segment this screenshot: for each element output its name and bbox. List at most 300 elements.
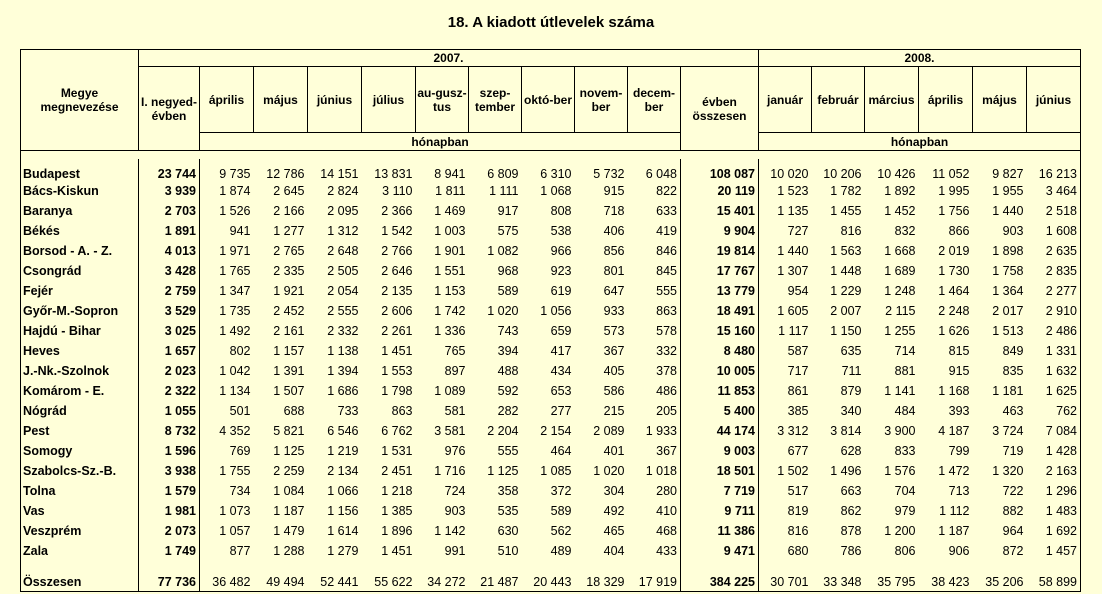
table-cell: 1 112 <box>939 504 970 518</box>
table-cell: 10 020 <box>770 167 809 181</box>
table-cell: 280 <box>628 481 681 501</box>
table-cell: 2 824 <box>327 184 359 198</box>
table-cell: 2 261 <box>381 324 413 338</box>
table-cell: 9 827 <box>992 167 1024 181</box>
table-cell: 367 <box>628 441 681 461</box>
table-cell: 1 003 <box>434 224 466 238</box>
table-cell: 1 320 <box>992 464 1024 478</box>
table-cell: 7 084 <box>1027 421 1081 441</box>
table-cell: 1 219 <box>327 444 359 458</box>
table-cell: 468 <box>628 521 681 541</box>
table-cell: 2 115 <box>885 304 916 318</box>
table-cell: 808 <box>550 204 572 218</box>
table-cell: 976 <box>444 444 466 458</box>
table-cell: 1 892 <box>884 184 916 198</box>
table-cell: 1 464 <box>938 284 970 298</box>
table-cell: 1 782 <box>830 184 862 198</box>
table-cell: 1 089 <box>434 384 466 398</box>
table-cell: 2 648 <box>327 244 359 258</box>
table-cell: 1 451 <box>381 544 413 558</box>
table-row <box>21 159 1081 181</box>
county-name: Veszprém <box>21 521 139 541</box>
table-cell: 277 <box>550 404 572 418</box>
table-cell: 1 020 <box>487 304 519 318</box>
table-cell: 1 111 <box>489 184 519 198</box>
table-cell: 923 <box>550 264 572 278</box>
table-cell: 1 811 <box>435 184 466 198</box>
table-cell: 816 <box>840 224 862 238</box>
table-cell: 1 448 <box>830 264 862 278</box>
table-cell: 1 385 <box>381 504 413 518</box>
table-cell: 384 225 <box>681 561 759 592</box>
table-cell: 1 296 <box>1027 481 1081 501</box>
table-cell: 2 095 <box>327 204 359 218</box>
month-header: novem-ber <box>575 67 628 133</box>
table-cell: 1 020 <box>593 464 625 478</box>
table-cell: 933 <box>603 304 625 318</box>
table-cell: 9 904 <box>681 221 759 241</box>
table-cell: 1 142 <box>434 524 466 538</box>
table-cell: 966 <box>550 244 572 258</box>
county-name: Békés <box>21 221 139 241</box>
table-cell: 1 955 <box>992 184 1024 198</box>
table-cell: 635 <box>840 344 862 358</box>
table-cell: 4 013 <box>139 241 200 261</box>
table-cell: 6 048 <box>628 159 681 181</box>
table-cell: 1 502 <box>777 464 809 478</box>
table-cell: 3 312 <box>777 424 809 438</box>
table-cell: 419 <box>628 221 681 241</box>
table-cell: 18 501 <box>681 461 759 481</box>
table-cell: 77 736 <box>139 561 200 592</box>
table-cell: 1 605 <box>777 304 809 318</box>
table-cell: 1 686 <box>327 384 359 398</box>
county-name: Győr-M.-Sopron <box>21 301 139 321</box>
table-cell: 2 555 <box>327 304 359 318</box>
table-cell: 372 <box>550 484 572 498</box>
county-name: Somogy <box>21 441 139 461</box>
table-cell: 2 322 <box>139 381 200 401</box>
table-cell: 2 161 <box>273 324 305 338</box>
table-cell: 1 898 <box>992 244 1024 258</box>
table-cell: 1 391 <box>273 364 305 378</box>
table-cell: 647 <box>603 284 625 298</box>
table-cell: 1 483 <box>1027 501 1081 521</box>
table-cell: 1 055 <box>139 401 200 421</box>
table-cell: 589 <box>497 284 519 298</box>
table-cell: 1 579 <box>139 481 200 501</box>
table-cell: 501 <box>229 404 251 418</box>
table-cell: 2 451 <box>381 464 413 478</box>
table-cell: 806 <box>894 544 916 558</box>
table-cell: 941 <box>229 224 251 238</box>
table-cell: 1 891 <box>139 221 200 241</box>
table-cell: 34 272 <box>416 561 469 592</box>
county-name: Heves <box>21 341 139 361</box>
table-cell: 903 <box>444 504 466 518</box>
table-cell: 3 814 <box>830 424 862 438</box>
table-cell: 3 529 <box>139 301 200 321</box>
table-cell: 2 703 <box>139 201 200 221</box>
table-cell: 862 <box>840 504 862 518</box>
table-cell: 917 <box>497 204 519 218</box>
table-cell: 2 452 <box>273 304 305 318</box>
table-cell: 1 057 <box>219 524 251 538</box>
table-cell: 3 581 <box>434 424 466 438</box>
table-row <box>21 401 1081 421</box>
table-cell: 1 168 <box>938 384 970 398</box>
table-cell: 856 <box>603 244 625 258</box>
table-row <box>21 181 1081 201</box>
table-cell: 903 <box>1002 224 1024 238</box>
table-cell: 1 117 <box>778 324 809 338</box>
table-cell: 3 939 <box>139 181 200 201</box>
table-cell: 1 181 <box>992 384 1024 398</box>
passport-table <box>20 49 1081 592</box>
table-row <box>21 421 1081 441</box>
table-cell: 630 <box>497 524 519 538</box>
table-cell: 815 <box>948 344 970 358</box>
table-cell: 1 156 <box>327 504 359 518</box>
county-name: Fejér <box>21 281 139 301</box>
table-cell: 10 005 <box>681 361 759 381</box>
table-cell: 2 645 <box>273 184 305 198</box>
table-cell: 835 <box>1002 364 1024 378</box>
table-cell: 44 174 <box>681 421 759 441</box>
table-cell: 433 <box>628 541 681 561</box>
table-cell: 535 <box>497 504 519 518</box>
table-cell: 1 981 <box>139 501 200 521</box>
table-cell: 1 394 <box>327 364 359 378</box>
county-name: Összesen <box>21 561 139 592</box>
county-name: Tolna <box>21 481 139 501</box>
month-header: június <box>308 67 362 133</box>
table-row <box>21 301 1081 321</box>
table-cell: 1 138 <box>327 344 359 358</box>
month-header: április <box>919 67 973 133</box>
table-cell: 1 995 <box>938 184 970 198</box>
table-cell: 11 386 <box>681 521 759 541</box>
table-cell: 2 765 <box>273 244 305 258</box>
table-row <box>21 201 1081 221</box>
table-row <box>21 461 1081 481</box>
table-cell: 659 <box>550 324 572 338</box>
table-cell: 816 <box>787 524 809 538</box>
table-cell: 1 551 <box>434 264 466 278</box>
table-row <box>21 521 1081 541</box>
total-row <box>21 561 1081 592</box>
table-cell: 2 163 <box>1027 461 1081 481</box>
county-name: J.-Nk.-Szolnok <box>21 361 139 381</box>
table-cell: 1 716 <box>434 464 466 478</box>
table-cell: 1 526 <box>219 204 251 218</box>
table-cell: 882 <box>1002 504 1024 518</box>
table-cell: 2 007 <box>830 304 862 318</box>
table-cell: 727 <box>787 224 809 238</box>
table-cell: 10 206 <box>823 167 862 181</box>
table-cell: 2 166 <box>273 204 305 218</box>
table-cell: 802 <box>229 344 251 358</box>
month-header: március <box>865 67 919 133</box>
table-cell: 517 <box>787 484 809 498</box>
table-cell: 1 312 <box>327 224 359 238</box>
table-row <box>21 361 1081 381</box>
table-cell: 3 900 <box>884 424 916 438</box>
table-cell: 3 938 <box>139 461 200 481</box>
table-cell: 52 441 <box>308 561 362 592</box>
table-cell: 58 899 <box>1027 561 1081 592</box>
table-cell: 2 204 <box>487 424 519 438</box>
table-cell: 861 <box>787 384 809 398</box>
table-row <box>21 281 1081 301</box>
month-header: július <box>362 67 416 133</box>
table-cell: 1 056 <box>540 304 572 318</box>
table-row <box>21 441 1081 461</box>
table-cell: 1 157 <box>273 344 305 358</box>
month-header: február <box>812 67 865 133</box>
year-2008-header: 2008. <box>759 50 1081 67</box>
table-cell: 2 073 <box>139 521 200 541</box>
table-cell: 304 <box>603 484 625 498</box>
table-cell: 555 <box>497 444 519 458</box>
table-cell: 2 635 <box>1027 241 1081 261</box>
table-cell: 1 626 <box>938 324 970 338</box>
table-row <box>21 321 1081 341</box>
table-cell: 2 766 <box>381 244 413 258</box>
table-cell: 8 941 <box>434 167 466 181</box>
table-cell: 1 921 <box>273 284 305 298</box>
table-cell: 35 795 <box>865 561 919 592</box>
table-cell: 2 759 <box>139 281 200 301</box>
table-cell: 205 <box>628 401 681 421</box>
table-cell: 592 <box>497 384 519 398</box>
table-cell: 5 821 <box>273 424 305 438</box>
county-name: Komárom - E. <box>21 381 139 401</box>
table-cell: 1 440 <box>992 204 1024 218</box>
table-row <box>21 261 1081 281</box>
table-cell: 680 <box>787 544 809 558</box>
table-cell: 2 646 <box>381 264 413 278</box>
county-header: Megye megnevezése <box>21 50 139 151</box>
table-cell: 465 <box>603 524 625 538</box>
table-cell: 2 518 <box>1027 201 1081 221</box>
table-cell: 2 017 <box>992 304 1024 318</box>
table-cell: 1 336 <box>434 324 466 338</box>
table-row <box>21 481 1081 501</box>
table-cell: 6 310 <box>540 167 572 181</box>
table-cell: 12 786 <box>266 167 305 181</box>
county-name: Pest <box>21 421 139 441</box>
table-cell: 2 486 <box>1027 321 1081 341</box>
table-cell: 3 025 <box>139 321 200 341</box>
table-cell: 849 <box>1002 344 1024 358</box>
table-cell: 9 735 <box>219 167 251 181</box>
table-cell: 1 347 <box>219 284 251 298</box>
table-cell: 417 <box>550 344 572 358</box>
table-cell: 2 019 <box>938 244 970 258</box>
month-header: szep-tember <box>469 67 522 133</box>
table-cell: 18 491 <box>681 301 759 321</box>
table-cell: 463 <box>1002 404 1024 418</box>
table-cell: 17 919 <box>628 561 681 592</box>
table-cell: 358 <box>497 484 519 498</box>
table-cell: 1 457 <box>1027 541 1081 561</box>
table-cell: 282 <box>497 404 519 418</box>
table-cell: 2 332 <box>327 324 359 338</box>
table-cell: 8 480 <box>681 341 759 361</box>
table-cell: 33 348 <box>812 561 865 592</box>
table-cell: 714 <box>894 344 916 358</box>
table-cell: 575 <box>497 224 519 238</box>
table-cell: 991 <box>444 544 466 558</box>
table-cell: 979 <box>894 504 916 518</box>
table-cell: 11 853 <box>681 381 759 401</box>
table-cell: 484 <box>894 404 916 418</box>
table-cell: 722 <box>1002 484 1024 498</box>
table-cell: 1 018 <box>628 461 681 481</box>
county-name: Borsod - A. - Z. <box>21 241 139 261</box>
table-cell: 9 711 <box>681 501 759 521</box>
table-cell: 1 971 <box>219 244 251 258</box>
table-cell: 677 <box>787 444 809 458</box>
table-row <box>21 221 1081 241</box>
table-cell: 385 <box>787 404 809 418</box>
table-cell: 7 719 <box>681 481 759 501</box>
table-cell: 1 798 <box>381 384 413 398</box>
table-cell: 108 087 <box>681 159 759 181</box>
table-cell: 1 073 <box>219 504 251 518</box>
table-cell: 2 505 <box>327 264 359 278</box>
table-cell: 3 464 <box>1027 181 1081 201</box>
table-cell: 1 125 <box>273 444 305 458</box>
monthly-label-2008: hónapban <box>759 133 1081 151</box>
table-cell: 401 <box>603 444 625 458</box>
month-header: decem-ber <box>628 67 681 133</box>
table-cell: 1 068 <box>540 184 572 198</box>
table-cell: 1 596 <box>139 441 200 461</box>
year-2007-header: 2007. <box>139 50 759 67</box>
table-cell: 1 523 <box>777 184 809 198</box>
table-cell: 1 496 <box>830 464 862 478</box>
month-header: január <box>759 67 812 133</box>
table-cell: 1 279 <box>327 544 359 558</box>
table-cell: 1 364 <box>992 284 1024 298</box>
table-cell: 1 428 <box>1027 441 1081 461</box>
table-cell: 1 150 <box>830 324 862 338</box>
table-cell: 906 <box>948 544 970 558</box>
table-cell: 2 134 <box>327 464 359 478</box>
table-cell: 799 <box>948 444 970 458</box>
table-cell: 2 335 <box>273 264 305 278</box>
monthly-label-2007: hónapban <box>200 133 681 151</box>
table-cell: 964 <box>1002 524 1024 538</box>
table-cell: 663 <box>840 484 862 498</box>
table-cell: 801 <box>603 264 625 278</box>
table-cell: 1 755 <box>219 464 251 478</box>
table-row <box>21 381 1081 401</box>
table-cell: 488 <box>497 364 519 378</box>
table-cell: 2 054 <box>327 284 359 298</box>
table-cell: 1 614 <box>327 524 359 538</box>
table-cell: 367 <box>603 344 625 358</box>
table-cell: 215 <box>603 404 625 418</box>
table-cell: 866 <box>948 224 970 238</box>
table-cell: 765 <box>444 344 466 358</box>
table-cell: 719 <box>1002 444 1024 458</box>
table-cell: 832 <box>894 224 916 238</box>
table-cell: 2 135 <box>381 284 413 298</box>
table-cell: 1 472 <box>938 464 970 478</box>
table-cell: 711 <box>841 364 862 378</box>
table-cell: 1 563 <box>830 244 862 258</box>
table-cell: 578 <box>628 321 681 341</box>
table-cell: 9 471 <box>681 541 759 561</box>
table-cell: 1 874 <box>219 184 251 198</box>
table-cell: 9 003 <box>681 441 759 461</box>
table-cell: 510 <box>497 544 519 558</box>
table-cell: 5 400 <box>681 401 759 421</box>
table-cell: 21 487 <box>469 561 522 592</box>
table-cell: 878 <box>840 524 862 538</box>
table-cell: 2 089 <box>593 424 625 438</box>
table-cell: 332 <box>628 341 681 361</box>
table-cell: 713 <box>948 484 970 498</box>
table-cell: 1 513 <box>992 324 1024 338</box>
table-cell: 1 084 <box>273 484 305 498</box>
table-cell: 486 <box>628 381 681 401</box>
table-cell: 15 160 <box>681 321 759 341</box>
table-cell: 619 <box>550 284 572 298</box>
table-cell: 704 <box>894 484 916 498</box>
table-cell: 3 428 <box>139 261 200 281</box>
table-cell: 1 492 <box>219 324 251 338</box>
table-cell: 1 542 <box>381 224 413 238</box>
table-cell: 2 277 <box>1027 281 1081 301</box>
table-cell: 17 767 <box>681 261 759 281</box>
table-cell: 1 692 <box>1027 521 1081 541</box>
table-cell: 378 <box>628 361 681 381</box>
month-header: au-gusz-tus <box>416 67 469 133</box>
table-cell: 581 <box>444 404 466 418</box>
table-cell: 1 452 <box>884 204 916 218</box>
table-cell: 1 066 <box>327 484 359 498</box>
table-cell: 762 <box>1027 401 1081 421</box>
table-body <box>21 151 1081 592</box>
table-cell: 13 831 <box>374 167 413 181</box>
table-cell: 717 <box>787 364 809 378</box>
table-cell: 1 200 <box>884 524 916 538</box>
table-cell: 1 531 <box>381 444 413 458</box>
table-cell: 1 668 <box>884 244 916 258</box>
table-cell: 8 732 <box>139 421 200 441</box>
table-cell: 2 835 <box>1027 261 1081 281</box>
table-cell: 1 756 <box>938 204 970 218</box>
county-name: Baranya <box>21 201 139 221</box>
table-cell: 1 134 <box>219 384 251 398</box>
page-title: 18. A kiadott útlevelek száma <box>447 14 655 31</box>
table-cell: 49 494 <box>254 561 308 592</box>
table-cell: 1 277 <box>273 224 305 238</box>
table-cell: 38 423 <box>919 561 973 592</box>
table-cell: 881 <box>894 364 916 378</box>
table-cell: 3 724 <box>992 424 1024 438</box>
table-cell: 628 <box>840 444 862 458</box>
table-row <box>21 541 1081 561</box>
table-cell: 10 426 <box>877 167 916 181</box>
county-name: Budapest <box>21 159 139 181</box>
table-cell: 1 229 <box>830 284 862 298</box>
table-cell: 18 329 <box>575 561 628 592</box>
